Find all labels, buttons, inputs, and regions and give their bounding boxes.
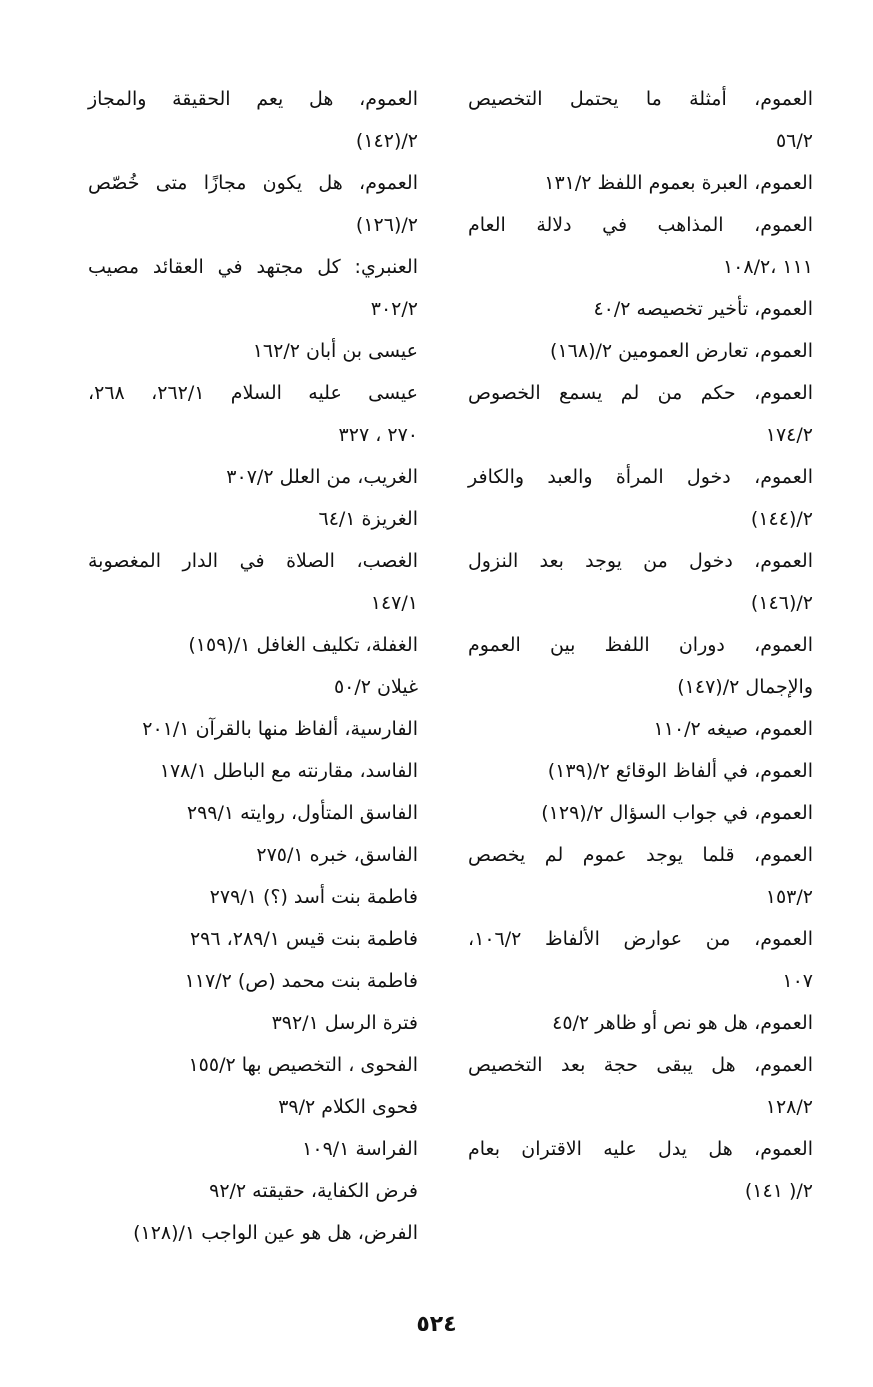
index-entry: فحوى الكلام ٣٩/٢ <box>278 1096 418 1118</box>
index-entry: العموم، تأخير تخصيصه ٤٠/٢ <box>593 298 813 320</box>
index-entry: الغريب، من العلل ٣٠٧/٢ <box>226 466 418 488</box>
index-entry: العموم، هل يكون مجازًا متى خُصّص <box>88 172 418 194</box>
index-entry: عيسى عليه السلام ٢٦٢/١، ٢٦٨، <box>88 382 418 404</box>
index-entry: ٢/(١٤٤) <box>750 508 813 530</box>
index-entry: ١٧٤/٢ <box>765 424 813 446</box>
index-entry: الفحوى ، التخصيص بها ١٥٥/٢ <box>188 1054 418 1076</box>
index-entry: العموم، هل يعم الحقيقة والمجاز <box>88 88 418 110</box>
index-entry: الغفلة، تكليف الغافل ١/(١٥٩) <box>188 634 418 656</box>
index-entry: ٢/(١٤٦) <box>750 592 813 614</box>
index-entry: ٢/( ١٤١) <box>744 1180 813 1202</box>
index-entry: العموم، صيغه ١١٠/٢ <box>653 718 813 740</box>
index-entry: العموم، دوران اللفظ بين العموم <box>468 634 813 656</box>
index-entry: ١٠٧ <box>782 970 813 992</box>
page-number: ٥٢٤ <box>416 1312 457 1337</box>
index-entry: ٢/(١٤٢) <box>355 130 418 152</box>
index-entry: العموم، المذاهب في دلالة العام <box>468 214 813 236</box>
index-entry: الفرض، هل هو عين الواجب ١/(١٢٨) <box>133 1222 418 1244</box>
index-entry: العنبري: كل مجتهد في العقائد مصيب <box>88 256 418 278</box>
index-entry: فاطمة بنت قيس ٢٨٩/١، ٢٩٦ <box>189 928 418 950</box>
index-column-left <box>88 78 418 1254</box>
index-entry: العموم، أمثلة ما يحتمل التخصيص <box>468 88 813 110</box>
index-entry: فاطمة بنت محمد (ص) ١١٧/٢ <box>184 970 418 992</box>
index-entry: العموم، تعارض العمومين ٢/(١٦٨) <box>550 340 813 362</box>
index-entry: فاطمة بنت أسد (؟) ٢٧٩/١ <box>209 886 418 908</box>
index-entry: الغصب، الصلاة في الدار المغصوبة <box>88 550 418 572</box>
index-entry: ١١١ ،١٠٨/٢ <box>722 256 813 278</box>
index-entry: غيلان ٥٠/٢ <box>333 676 418 698</box>
index-entry: الفاسق المتأول، روايته ٢٩٩/١ <box>186 802 418 824</box>
index-entry: فترة الرسل ٣٩٢/١ <box>271 1012 418 1034</box>
index-entry: ٢/(١٢٦) <box>355 214 418 236</box>
index-entry: العموم، من عوارض الألفاظ ١٠٦/٢، <box>468 928 813 950</box>
index-entry: ٢٧٠ ، ٣٢٧ <box>338 424 418 446</box>
index-entry: والإجمال ٢/(١٤٧) <box>677 676 813 698</box>
index-entry: العموم، في ألفاظ الوقائع ٢/(١٣٩) <box>547 760 813 782</box>
index-entry: العموم، حكم من لم يسمع الخصوص <box>468 382 813 404</box>
index-entry: الفراسة ١٠٩/١ <box>302 1138 418 1160</box>
index-entry: ١٤٧/١ <box>370 592 418 614</box>
index-entry: ١٢٨/٢ <box>765 1096 813 1118</box>
index-entry: الفاسق، خبره ٢٧٥/١ <box>256 844 418 866</box>
index-entry: العموم، هل يبقى حجة بعد التخصيص <box>468 1054 813 1076</box>
index-entry: العموم، هل هو نص أو ظاهر ٤٥/٢ <box>552 1012 813 1034</box>
index-entry: ١٥٣/٢ <box>765 886 813 908</box>
index-column-right <box>468 78 813 1212</box>
index-entry: الفاسد، مقارنته مع الباطل ١٧٨/١ <box>159 760 418 782</box>
index-entry: فرض الكفاية، حقيقته ٩٢/٢ <box>209 1180 418 1202</box>
index-entry: ٣٠٢/٢ <box>370 298 418 320</box>
index-entry: العموم، دخول من يوجد بعد النزول <box>468 550 813 572</box>
index-entry: الغريزة ٦٤/١ <box>318 508 418 530</box>
index-entry: عيسى بن أبان ١٦٢/٢ <box>252 340 418 362</box>
index-entry: العموم، هل يدل عليه الاقتران بعام <box>468 1138 813 1160</box>
index-entry: العموم، العبرة بعموم اللفظ ١٣١/٢ <box>544 172 813 194</box>
index-entry: العموم، قلما يوجد عموم لم يخصص <box>468 844 813 866</box>
index-entry: العموم، في جواب السؤال ٢/(١٢٩) <box>541 802 813 824</box>
index-entry: العموم، دخول المرأة والعبد والكافر <box>468 466 813 488</box>
index-entry: الفارسية، ألفاظ منها بالقرآن ٢٠١/١ <box>142 718 418 740</box>
index-entry: ٥٦/٢ <box>775 130 813 152</box>
